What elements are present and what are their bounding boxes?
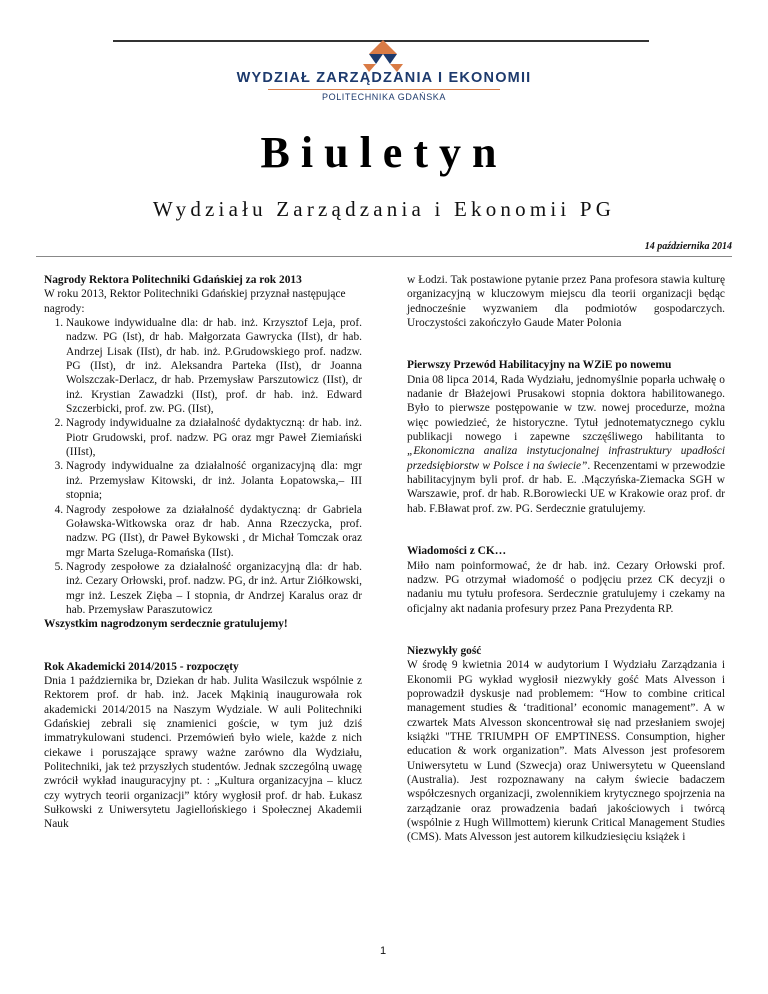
awards-closing: Wszystkim nagrodzonym serdecznie gratulujemy!	[44, 618, 288, 631]
page-title: Biuletyn	[260, 128, 508, 177]
ck-news-heading: Wiadomości z CK…	[407, 545, 507, 558]
list-item: 2. Nagrody indywidualne za działalność dydaktyczną: dr hab. inż. Piotr Grudowski, prof. nadzw. PG oraz mgr Paweł Ziemiański (IIIst),	[66, 416, 362, 459]
guest-heading: Niezwykły gość	[407, 644, 482, 657]
habilitation-heading: Pierwszy Przewód Habilitacyjny na WZiE po nowemu	[407, 359, 672, 372]
awards-list	[44, 316, 362, 617]
awards-heading: Nagrody Rektora Politechniki Gdańskiej za rok 2013	[44, 274, 302, 286]
page-number: 1	[380, 945, 387, 957]
awards-intro: W roku 2013, Rektor Politechniki Gdańskiej przyznał następujące nagrody:	[44, 288, 346, 315]
left-column	[44, 273, 362, 832]
awards-section	[44, 273, 362, 632]
guest-section	[407, 644, 725, 845]
right-column	[407, 273, 725, 845]
academic-year-heading: Rok Akademicki 2014/2015 - rozpoczęty	[44, 660, 239, 673]
ck-news-body: Miło nam poinformować, że dr hab. inż. Cezary Orłowski prof. nadzw. PG otrzymał wiadomość o podjęciu przez CK decyzji o nadaniu mu tytułu profesora. Serdecznie gratulujemy i czekamy na oficjalny akt nadania profesury przez Pana Prezydenta RP.	[407, 559, 725, 615]
academic-year-body-continued: w Łodzi. Tak postawione pytanie przez Pana profesora stawia kulturę organizacyjną w kluczowym miejscu dla teorii organizacji będąc jednocześnie wyzwaniem dla podmiotów gospodarczych. Uroczystości zakończyło Gaude Mater Polonia	[407, 274, 725, 330]
ck-news-section	[407, 544, 725, 616]
list-item: 3. Nagrody indywidualne za działalność organizacyjną dla: mgr inż. Przemysław Kitowski, dr inż. Jolanta Łopatowska,– III stopnia;	[66, 459, 362, 502]
list-item: 1. Naukowe indywidualne dla: dr hab. inż. Krzysztof Leja, prof. nadzw. PG (Ist), dr hab. Małgorzata Gawrycka (IIst), dr hab. Andrzej Lisak (IIst), dr hab. inż. P.Grudowskiego prof. nadzw. PG (IIst), dr inż. Aleksandra Parteka (IIst), dr Joanna Wolszczak-Derlacz, dr hab. Przemysław Parszutowicz (IIst), dr inż. Krystian Zawadzki (IIst), prof. dr hab. inż. Edward Szczerbicki, prof. zw. PG. (IIst),	[66, 316, 362, 416]
academic-year-section	[44, 660, 362, 832]
faculty-name: WYDZIAŁ ZARZĄDZANIA I EKONOMII	[236, 70, 532, 86]
university-name: POLITECHNIKA GDAŃSKA	[321, 92, 447, 102]
habilitation-body: Dnia 08 lipca 2014, Rada Wydziału, jednomyślnie poparła uchwałę o nadanie dr Błażejowi Prusakowi stopnia doktora habilitowanego. Było to pierwsze postępowanie w tzw. nowej procedurze, można więc powiedzieć, że historyczne. Tytuł jednotematycznego cyklu publikacji nowego i zapewne szczęśliwego habilitanta to „Ekonomiczna analiza instytucjonalnej infrastruktury upadłości przedsiębiorstw w Polsce i na świecie”. Recenzentami w przewodzie habilitacyjnym byli prof. dr hab. E. .Mączyńska-Ziemacka SGH w Warszawie, prof. dr hab. R.Borowiecki UE w Krakowie oraz prof. dr hab. F.Bławat prof. zw. PG. Serdecznie gratulujemy.	[407, 373, 726, 515]
list-item: 5. Nagrody zespołowe za działalność organizacyjną dla: dr hab. inż. Cezary Orłowski, prof. nadzw. PG, dr inż. Artur Ziółkowski, mgr inż. Leszek Zięba – I stopnia, dr Andrzej Karalus oraz dr hab. Przemysław Paraszutowicz	[66, 560, 362, 617]
habilitation-section	[407, 358, 725, 516]
habilitation-publication-title: „Ekonomiczna analiza instytucjonalnej infrastruktury upadłości przedsiębiorstw w Polsce i na świecie”	[407, 445, 725, 472]
issue-date: 14 października 2014	[644, 241, 732, 252]
academic-year-body: Dnia 1 października br, Dziekan dr hab. Julita Wasilczuk wspólnie z Rektorem prof. dr hab. inż. Jacek Mąkinią inaugurowała rok akademicki 2014/2015 na Naszym Wydziale. W auli Politechniki Gdańskiej zebrali się znamienici goście, w tym już dziś immatrykulowani studenci. Przemówień było wiele, każde z nich ciekawe i poruszające sprawy ważne zarówno dla Wydziału, Politechniki, jak też przyszłych studentów. Jednak szczególną uwagę zwrócił wykład inauguracyjny pt. : „Kultura organizacyjna – klucz czy wytrych teorii organizacji” który wygłosił prof. dr hab. Łukasz Sułkowski z Uniwersytetu Jagiellońskiego i Społecznej Akademii Nauk	[44, 674, 362, 831]
date-divider	[36, 256, 732, 257]
faculty-name-underline	[268, 89, 500, 90]
list-item: 4. Nagrody zespołowe za działalność dydaktyczną: dr Gabriela Goławska-Witkowska oraz dr hab. Anna Rzeczycka, prof. nadzw. PG (IIst), dr Paweł Bykowski , dr Michał Tomczak oraz mgr Marta Szeluga-Romańska (IIst).	[66, 503, 362, 560]
page-subtitle: Wydziału Zarządzania i Ekonomii PG	[152, 197, 616, 221]
guest-body: W środę 9 kwietnia 2014 w audytorium I Wydziału Zarządzania i Ekonomii PG wykład wygłosił niezwykły gość Mats Alvesson i poprowadził dyskusje nad problemem: “How to combine critical management studies & ‘traditional’ economic management”. A w czwartek Mats Alvesson skoncentrował się nad przesłaniem swojej książki "THE TRIUMPH OF EMPTINESS. Consumption, higher education & work organization”. Mats Alvesson jest profesorem Uniwersytetu w Lund (Szwecja) oraz Uniwersytetu w Queensland (Australia). Jest rozpoznawany na całym świecie badaczem współczesnych organizacji, zwolennikiem krytycznego spojrzenia na zarządzanie oraz prowadzenia badań jakościowych i twórcą (wspólnie z Hugh Willmottem) kierunk Critical Management Studies (CMS). Mats Alvesson jest autorem kilkudziesięciu książek i	[407, 659, 725, 844]
